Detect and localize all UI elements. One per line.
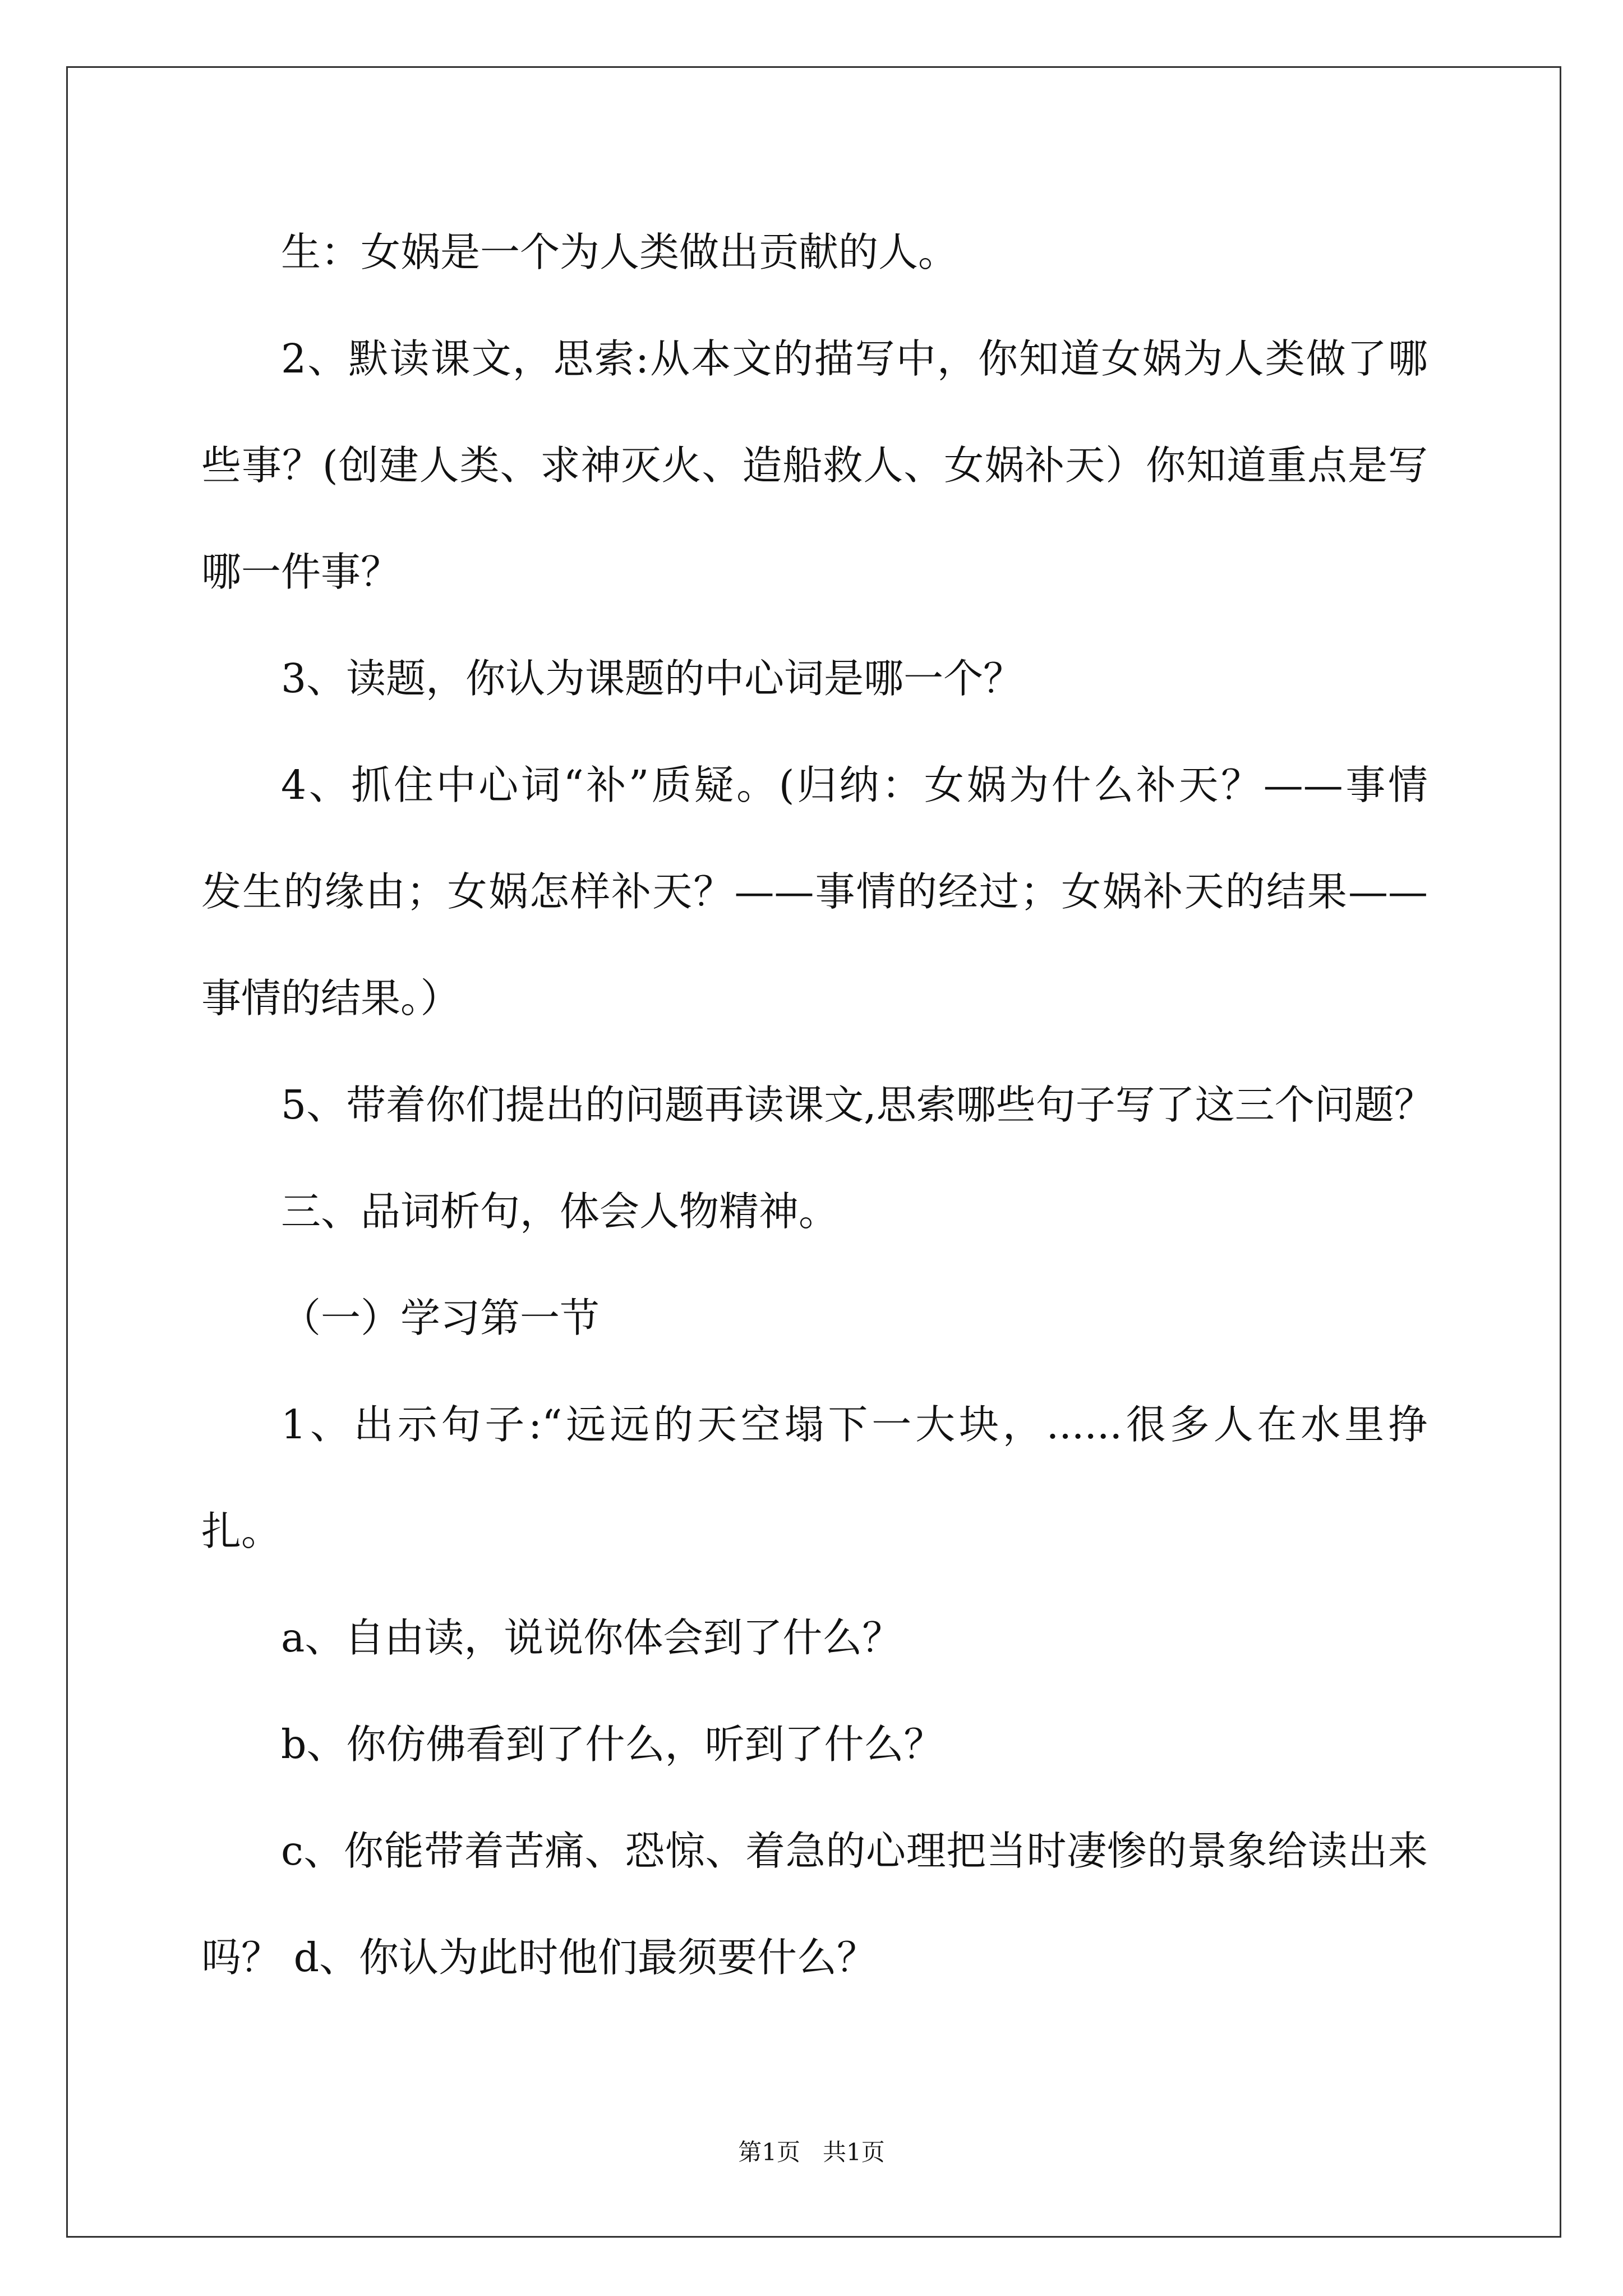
page-footer: 第1页 共1页: [738, 2138, 885, 2166]
text-line: 发生的缘由；女娲怎样补天？——事情的经过；女娲补天的结果——: [201, 868, 1428, 915]
text-line: 2、默读课文，思索:从本文的描写中，你知道女娲为人类做了哪: [281, 335, 1428, 382]
text-line: 5、带着你们提出的问题再读课文,思索哪些句子写了这三个问题？: [281, 1082, 1434, 1128]
text-line: 哪一件事？: [201, 549, 401, 595]
subsection-heading: （一）学习第一节: [281, 1295, 600, 1341]
text-line: a、自由读，说说你体会到了什么？: [281, 1614, 902, 1661]
subsection-heading-1: [201, 1265, 1428, 1372]
paragraph-step-5: [201, 1052, 1434, 1158]
document-body: [201, 199, 1434, 2011]
text-line: 些事？(创建人类、求神灭火、造船救人、女娲补天）你知道重点是写: [201, 442, 1428, 489]
section-heading: 三、品词析句，体会人物精神。: [281, 1188, 839, 1235]
paragraph-item-c: [201, 1798, 1428, 2011]
paragraph-step-4: [201, 732, 1428, 1052]
text-line: 1、出示句子:“远远的天空塌下一大块，......很多人在水里挣: [281, 1401, 1428, 1448]
paragraph-item-1: [201, 1372, 1428, 1585]
paragraph-step-2: [201, 306, 1428, 625]
text-line: 4、抓住中心词“补”质疑。(归纳：女娲为什么补天？——事情: [281, 762, 1428, 808]
paragraph-step-3: [201, 625, 1428, 732]
text-line: 事情的结果。）: [201, 975, 460, 1022]
text-line: b、你仿佛看到了什么，听到了什么？: [281, 1721, 944, 1768]
paragraph-item-a: [201, 1585, 1428, 1691]
text-line: 生：女娲是一个为人类做出贡献的人。: [281, 229, 958, 275]
paragraph-item-b: [201, 1691, 1428, 1798]
section-heading-3: [201, 1158, 1428, 1265]
paragraph-student-answer: [201, 199, 1428, 306]
text-line: 扎。: [201, 1508, 282, 1554]
text-line: c、你能带着苦痛、恐惊、着急的心理把当时凄惨的景象给读出来: [281, 1828, 1428, 1874]
text-line: 3、读题，你认为课题的中心词是哪一个？: [281, 655, 1023, 702]
text-line: 吗？ d、你认为此时他们最须要什么？: [201, 1934, 877, 1981]
